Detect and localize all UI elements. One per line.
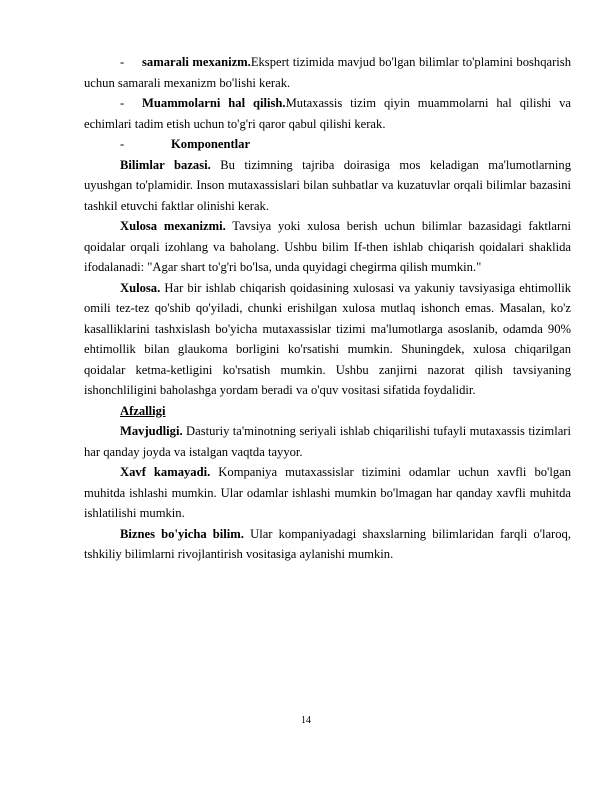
bold-term: Xulosa. [120,280,161,295]
paragraph-business-knowledge [84,524,571,565]
paragraph-risk-reduction [84,462,571,524]
paragraph-inference-engine [84,216,571,278]
bold-term: Muammolarni hal qilish. [142,96,286,110]
bullet-dash: - [120,96,125,110]
bold-term: Xulosa mexanizmi. [120,219,226,233]
paragraph-text: Kompaniya mutaxassislar tizimini odamlar uchun xavfli bo'lgan muhitda ishlashi mumkin. Ular odamlar ishlashi mumkin bo'lmagan har qanday xavfli muhitda ishlatilishi mumkin. [84,465,571,520]
bullet-paragraph-mechanism [84,52,571,93]
components-heading [84,134,571,155]
paragraph-text: Dasturiy ta'minotning seriyali ishlab chiqarilishi tufayli mutaxassis tizimlari har qanday joyda va istalgan vaqtda tayyor. [84,424,571,459]
bullet-dash: - [120,137,125,151]
bold-term: Bilimlar bazasi. [120,157,211,172]
bold-term: Biznes bo'yicha bilim. [120,526,244,541]
paragraph-text: Ekspert tizimida mavjud bo'lgan bilimlar to'plamini boshqarish uchun samarali mexanizm bo'lishi kerak. [84,55,571,90]
paragraph-text: Tavsiya yoki xulosa berish uchun bilimlar bazasidagi faktlarni qoidalar orqali izohlang va baholang. Ushbu bilim If-then ishlab chiqarish qoidalari shaklida ifodalanadi: "Agar shart to'g'ri bo'lsa, unda quyidagi chegirma qilish mumkin." [84,219,571,274]
paragraph-knowledge-base [84,155,571,217]
bullet-dash: - [120,55,125,69]
paragraph-text: Har bir ishlab chiqarish qoidasining xulosasi va yakuniy tavsiyasiga ehtimollik omili tez-tez qo'shib qo'yiladi, chunki erishilgan xulosa mutlaq ishonch emas. Masalan, ko'z kasalliklarini tashxislash bo'yicha mutaxassislar tizimi ma'lumotlarga asoslanib, odamda 90% ehtimollik bilan glaukoma borligini ko'rsatishi mumkin. Shuningdek, xulosa chiqarilgan qoidalar ketma-ketligini ko'rsatish mumkin. Ushbu zanjirni nazorat qilish tavsiyaning ishonchliligini baholashga yordam beradi va o'quv vositasi sifatida foydalidir. [84,280,571,397]
bold-term: Mavjudligi. [120,424,183,438]
section-title: Afzalligi [120,403,166,418]
paragraph-text: Mutaxassis tizim qiyin muammolarni hal qilishi va echimlari tadim etish uchun to'g'ri qaror qabul qilishi kerak. [84,96,571,131]
paragraph-availability [84,421,571,462]
bold-term: samarali mexanizm. [142,55,251,69]
page-number: 14 [301,715,311,726]
paragraph-conclusion [84,278,571,401]
section-title: Komponentlar [171,137,251,151]
advantages-heading [84,401,571,422]
paragraph-text: Ular kompaniyadagi shaxslarning bilimlaridan farqli o'laroq, tshkiliy bilimlarni rivojlantirish vositasiga aylanishi mumkin. [84,526,571,561]
paragraph-text: Bu tizimning tajriba doirasiga mos keladigan ma'lumotlarning uyushgan to'plamidir. Inson mutaxassislari bilan suhbatlar va kuzatuvlar orqali bilimlar bazasini tashkil etuvchi faktlar olinishi kerak. [84,157,571,213]
bold-term: Xavf kamayadi. [120,465,211,479]
document-page [84,52,571,565]
bullet-paragraph-problem-solving [84,93,571,134]
